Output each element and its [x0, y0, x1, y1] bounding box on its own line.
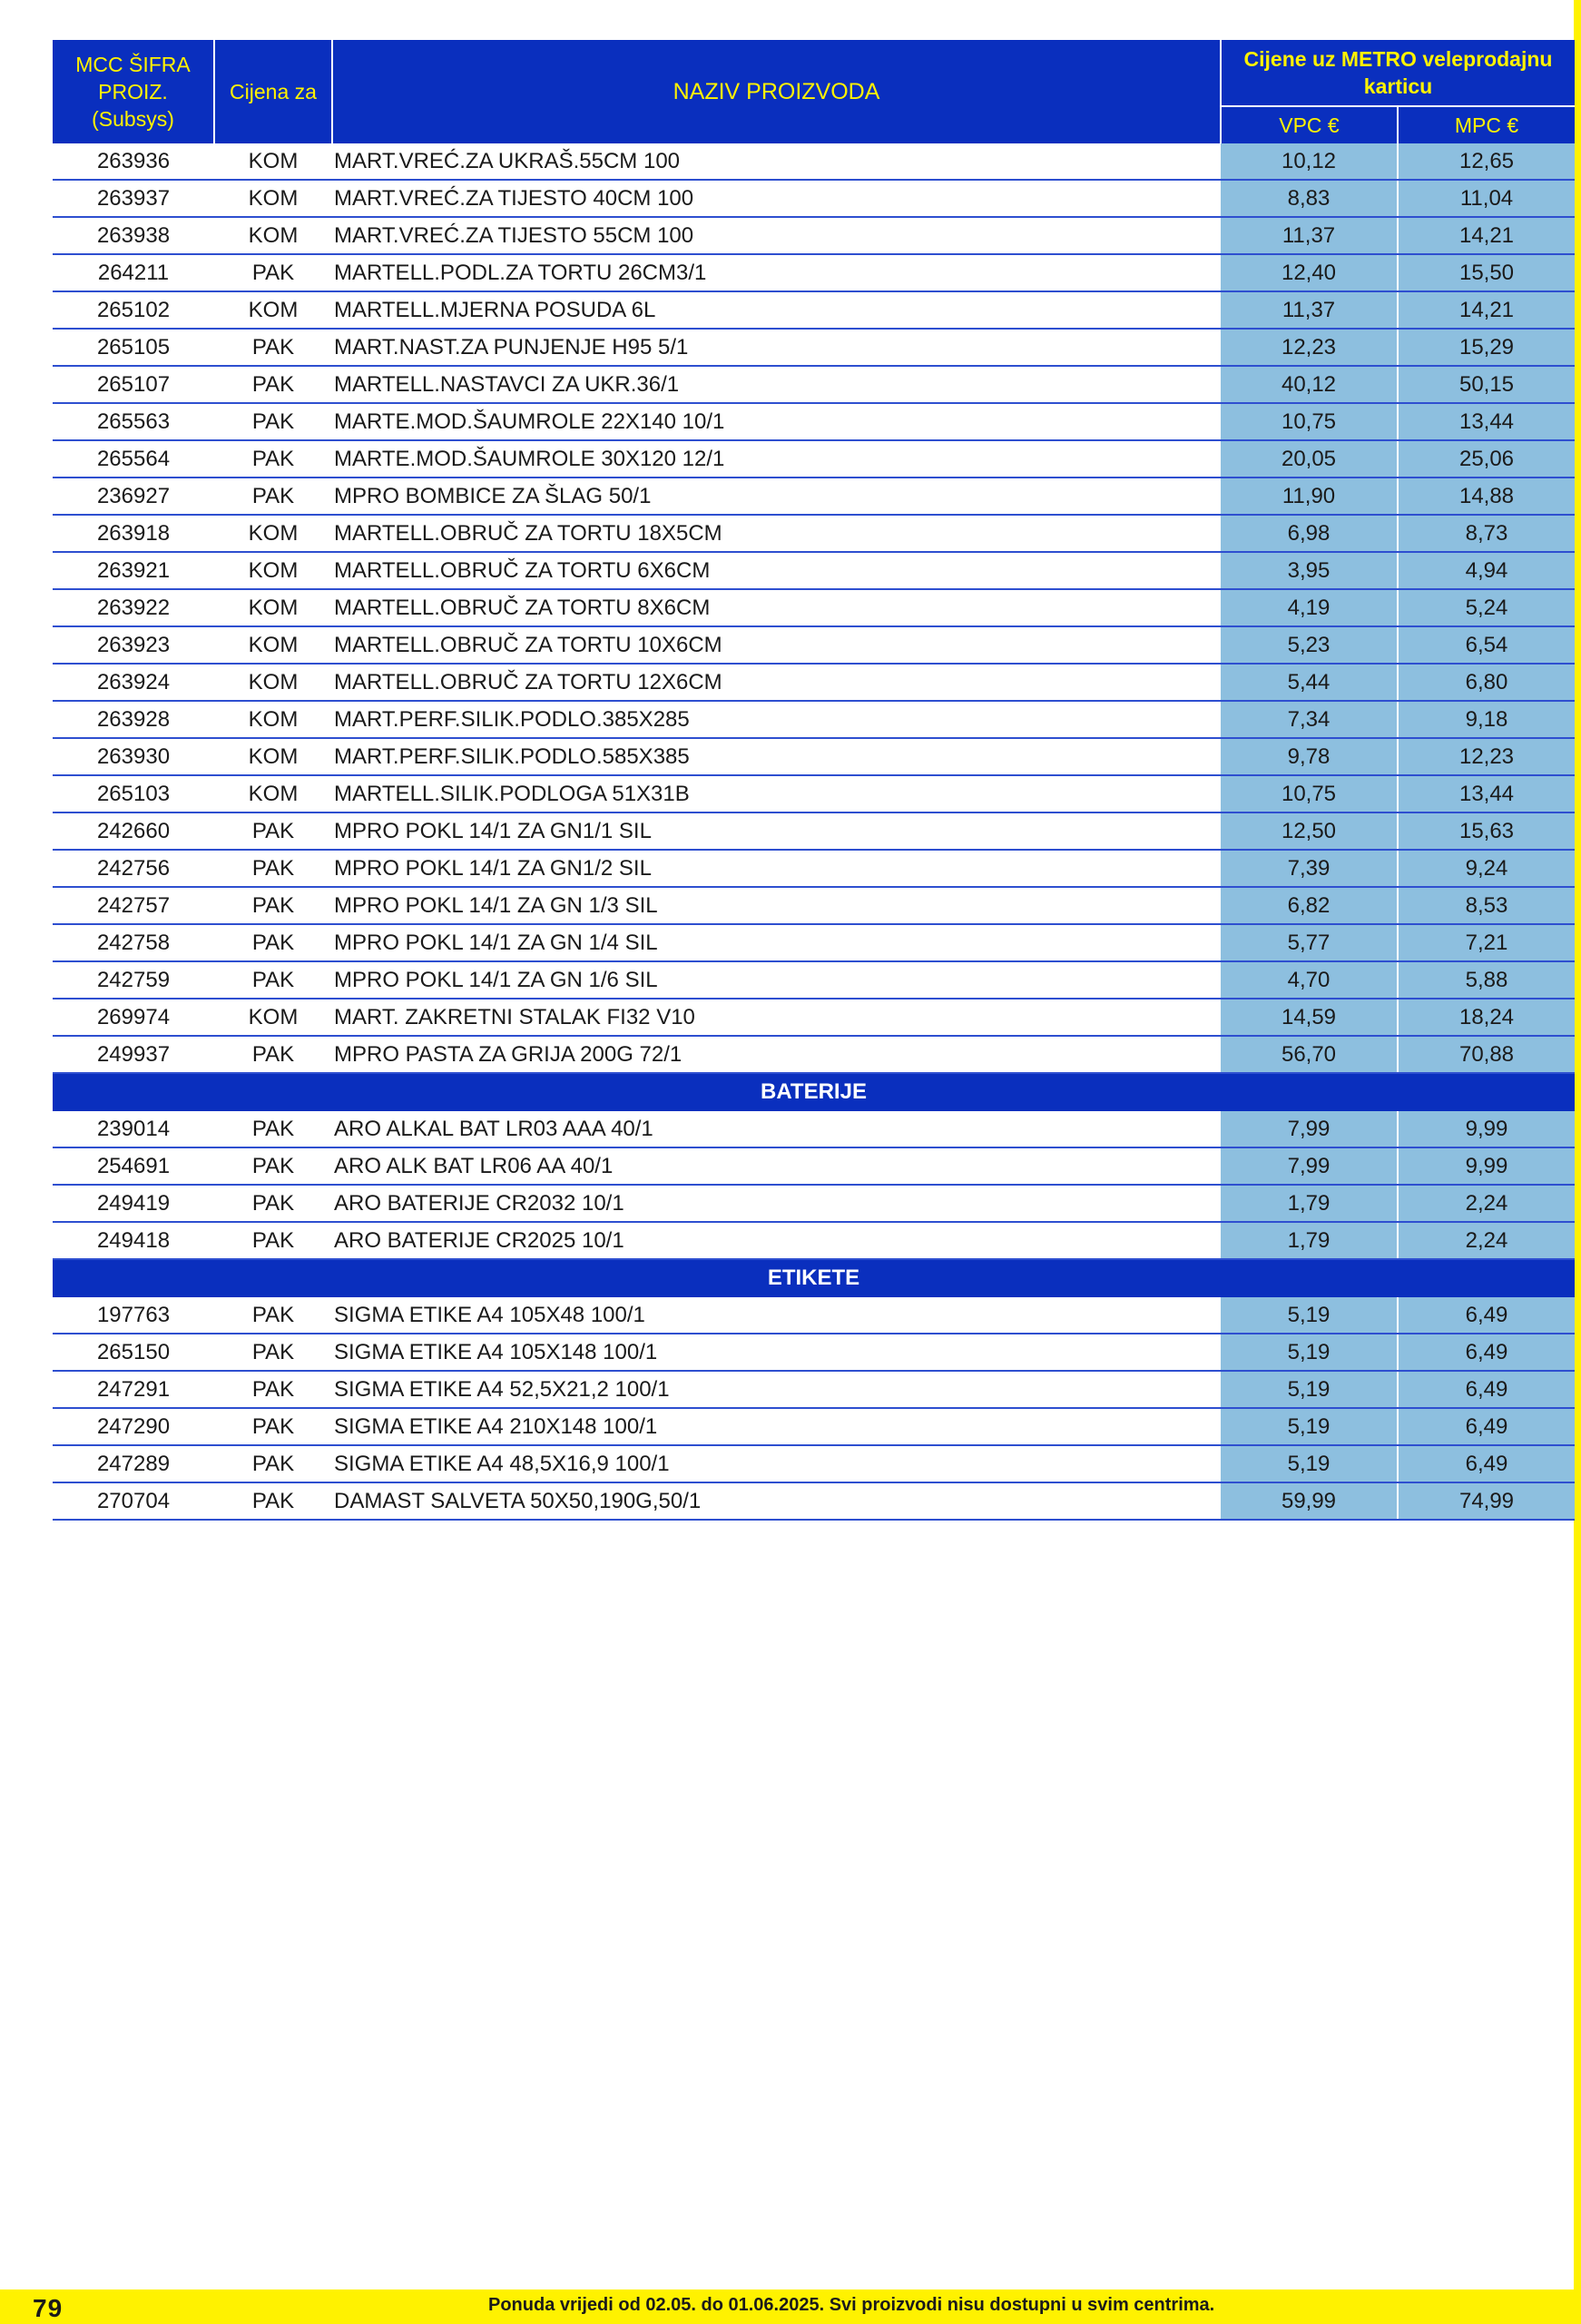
cell-name: MART.PERF.SILIK.PODLO.585X385: [332, 738, 1221, 775]
cell-code: 264211: [53, 254, 214, 291]
cell-mpc: 74,99: [1398, 1482, 1575, 1520]
cell-vpc: 7,99: [1221, 1110, 1398, 1147]
cell-mpc: 11,04: [1398, 180, 1575, 217]
cell-name: ARO ALKAL BAT LR03 AAA 40/1: [332, 1110, 1221, 1147]
cell-name: ARO ALK BAT LR06 AA 40/1: [332, 1147, 1221, 1185]
cell-code: 247290: [53, 1408, 214, 1445]
cell-name: MART.NAST.ZA PUNJENJE H95 5/1: [332, 329, 1221, 366]
cell-mpc: 14,88: [1398, 478, 1575, 515]
table-row: [53, 1222, 1575, 1259]
cell-code: 263938: [53, 217, 214, 254]
cell-unit: PAK: [214, 1445, 332, 1482]
table-row: [53, 664, 1575, 701]
cell-unit: KOM: [214, 626, 332, 664]
cell-name: MARTELL.PODL.ZA TORTU 26CM3/1: [332, 254, 1221, 291]
cell-unit: PAK: [214, 254, 332, 291]
cell-code: 265105: [53, 329, 214, 366]
column-header-unit: Cijena za: [214, 40, 332, 143]
table-row: [53, 1371, 1575, 1408]
table-row: [53, 440, 1575, 478]
cell-code: 263918: [53, 515, 214, 552]
cell-code: 239014: [53, 1110, 214, 1147]
cell-unit: PAK: [214, 1482, 332, 1520]
cell-mpc: 14,21: [1398, 217, 1575, 254]
cell-name: MART.VREĆ.ZA TIJESTO 55CM 100: [332, 217, 1221, 254]
cell-name: SIGMA ETIKE A4 52,5X21,2 100/1: [332, 1371, 1221, 1408]
cell-name: MARTE.MOD.ŠAUMROLE 30X120 12/1: [332, 440, 1221, 478]
cell-code: 242758: [53, 924, 214, 961]
cell-unit: PAK: [214, 1222, 332, 1259]
cell-vpc: 6,98: [1221, 515, 1398, 552]
cell-unit: KOM: [214, 291, 332, 329]
cell-code: 265103: [53, 775, 214, 812]
cell-vpc: 10,75: [1221, 775, 1398, 812]
column-header-code-sub-label: (Subsys): [92, 107, 174, 131]
cell-unit: PAK: [214, 478, 332, 515]
cell-vpc: 10,75: [1221, 403, 1398, 440]
cell-code: 249937: [53, 1036, 214, 1073]
section-header-row: [53, 1259, 1575, 1296]
column-header-mpc: MPC €: [1398, 106, 1575, 143]
table-row: [53, 1185, 1575, 1222]
cell-name: MPRO BOMBICE ZA ŠLAG 50/1: [332, 478, 1221, 515]
cell-name: MARTELL.MJERNA POSUDA 6L: [332, 291, 1221, 329]
cell-unit: KOM: [214, 589, 332, 626]
cell-code: 263928: [53, 701, 214, 738]
table-row: [53, 1334, 1575, 1371]
table-row: [53, 775, 1575, 812]
cell-vpc: 40,12: [1221, 366, 1398, 403]
cell-name: MPRO POKL 14/1 ZA GN1/2 SIL: [332, 850, 1221, 887]
cell-mpc: 9,24: [1398, 850, 1575, 887]
cell-name: SIGMA ETIKE A4 48,5X16,9 100/1: [332, 1445, 1221, 1482]
cell-code: 265150: [53, 1334, 214, 1371]
cell-mpc: 5,88: [1398, 961, 1575, 999]
cell-name: SIGMA ETIKE A4 210X148 100/1: [332, 1408, 1221, 1445]
cell-name: MARTELL.OBRUČ ZA TORTU 18X5CM: [332, 515, 1221, 552]
cell-name: DAMAST SALVETA 50X50,190G,50/1: [332, 1482, 1221, 1520]
cell-name: MART.VREĆ.ZA UKRAŠ.55CM 100: [332, 143, 1221, 180]
table-row: [53, 329, 1575, 366]
cell-unit: PAK: [214, 1408, 332, 1445]
table-row: [53, 180, 1575, 217]
cell-unit: PAK: [214, 1296, 332, 1334]
cell-vpc: 5,77: [1221, 924, 1398, 961]
cell-code: 263930: [53, 738, 214, 775]
cell-mpc: 25,06: [1398, 440, 1575, 478]
cell-code: 249419: [53, 1185, 214, 1222]
cell-unit: PAK: [214, 887, 332, 924]
cell-name: MART. ZAKRETNI STALAK FI32 V10: [332, 999, 1221, 1036]
table-row: [53, 999, 1575, 1036]
cell-code: 236927: [53, 478, 214, 515]
cell-mpc: 14,21: [1398, 291, 1575, 329]
cell-code: 265107: [53, 366, 214, 403]
cell-unit: PAK: [214, 924, 332, 961]
table-row: [53, 1036, 1575, 1073]
cell-vpc: 4,19: [1221, 589, 1398, 626]
table-row: [53, 1445, 1575, 1482]
cell-code: 263922: [53, 589, 214, 626]
cell-vpc: 5,19: [1221, 1408, 1398, 1445]
cell-code: 242660: [53, 812, 214, 850]
cell-unit: PAK: [214, 850, 332, 887]
cell-name: MARTELL.OBRUČ ZA TORTU 8X6CM: [332, 589, 1221, 626]
cell-name: MARTELL.SILIK.PODLOGA 51X31B: [332, 775, 1221, 812]
cell-mpc: 4,94: [1398, 552, 1575, 589]
cell-vpc: 3,95: [1221, 552, 1398, 589]
cell-unit: KOM: [214, 143, 332, 180]
cell-vpc: 5,19: [1221, 1371, 1398, 1408]
cell-unit: PAK: [214, 403, 332, 440]
table-row: [53, 850, 1575, 887]
cell-vpc: 5,19: [1221, 1296, 1398, 1334]
cell-code: 263937: [53, 180, 214, 217]
section-title: ETIKETE: [53, 1259, 1575, 1296]
cell-vpc: 10,12: [1221, 143, 1398, 180]
cell-code: 247289: [53, 1445, 214, 1482]
table-header: [53, 40, 1575, 143]
cell-unit: PAK: [214, 961, 332, 999]
cell-unit: PAK: [214, 440, 332, 478]
cell-mpc: 15,50: [1398, 254, 1575, 291]
table-row: [53, 887, 1575, 924]
cell-mpc: 15,63: [1398, 812, 1575, 850]
cell-code: 242756: [53, 850, 214, 887]
cell-code: 249418: [53, 1222, 214, 1259]
table-row: [53, 143, 1575, 180]
cell-vpc: 7,34: [1221, 701, 1398, 738]
footer-note: Ponuda vrijedi od 02.05. do 01.06.2025. Svi proizvodi nisu dostupni u svim centrima.: [488, 2295, 1215, 2315]
cell-vpc: 56,70: [1221, 1036, 1398, 1073]
cell-vpc: 8,83: [1221, 180, 1398, 217]
cell-code: 265564: [53, 440, 214, 478]
cell-vpc: 5,44: [1221, 664, 1398, 701]
cell-name: SIGMA ETIKE A4 105X48 100/1: [332, 1296, 1221, 1334]
table-row: [53, 366, 1575, 403]
cell-mpc: 13,44: [1398, 403, 1575, 440]
section-header-row: [53, 1073, 1575, 1110]
column-header-name: NAZIV PROIZVODA: [332, 40, 1221, 143]
cell-vpc: 7,99: [1221, 1147, 1398, 1185]
cell-name: MARTELL.OBRUČ ZA TORTU 12X6CM: [332, 664, 1221, 701]
cell-mpc: 12,65: [1398, 143, 1575, 180]
table-row: [53, 1296, 1575, 1334]
cell-code: 263936: [53, 143, 214, 180]
cell-vpc: 12,23: [1221, 329, 1398, 366]
cell-mpc: 8,73: [1398, 515, 1575, 552]
cell-vpc: 5,23: [1221, 626, 1398, 664]
cell-code: 197763: [53, 1296, 214, 1334]
cell-name: MART.VREĆ.ZA TIJESTO 40CM 100: [332, 180, 1221, 217]
price-table: [53, 40, 1575, 1521]
table-row: [53, 515, 1575, 552]
cell-mpc: 6,49: [1398, 1408, 1575, 1445]
cell-unit: KOM: [214, 775, 332, 812]
cell-vpc: 14,59: [1221, 999, 1398, 1036]
cell-code: 265563: [53, 403, 214, 440]
table-row: [53, 217, 1575, 254]
table-row: [53, 1408, 1575, 1445]
cell-unit: KOM: [214, 217, 332, 254]
cell-unit: KOM: [214, 999, 332, 1036]
cell-vpc: 12,50: [1221, 812, 1398, 850]
cell-code: 263923: [53, 626, 214, 664]
cell-name: MPRO PASTA ZA GRIJA 200G 72/1: [332, 1036, 1221, 1073]
table-row: [53, 589, 1575, 626]
cell-vpc: 9,78: [1221, 738, 1398, 775]
cell-vpc: 20,05: [1221, 440, 1398, 478]
column-header-code: [53, 40, 214, 143]
cell-vpc: 59,99: [1221, 1482, 1398, 1520]
table-row: [53, 291, 1575, 329]
cell-vpc: 6,82: [1221, 887, 1398, 924]
cell-unit: KOM: [214, 664, 332, 701]
column-header-code-label: MCC ŠIFRA PROIZ.: [75, 53, 191, 103]
cell-unit: PAK: [214, 1334, 332, 1371]
cell-mpc: 2,24: [1398, 1222, 1575, 1259]
cell-code: 270704: [53, 1482, 214, 1520]
cell-unit: PAK: [214, 329, 332, 366]
cell-vpc: 4,70: [1221, 961, 1398, 999]
cell-mpc: 13,44: [1398, 775, 1575, 812]
cell-vpc: 5,19: [1221, 1445, 1398, 1482]
column-header-price-group: Cijene uz METRO veleprodajnu karticu: [1221, 40, 1575, 106]
cell-unit: PAK: [214, 1371, 332, 1408]
cell-mpc: 2,24: [1398, 1185, 1575, 1222]
cell-name: SIGMA ETIKE A4 105X148 100/1: [332, 1334, 1221, 1371]
cell-name: MPRO POKL 14/1 ZA GN 1/4 SIL: [332, 924, 1221, 961]
cell-vpc: 1,79: [1221, 1222, 1398, 1259]
cell-name: MARTE.MOD.ŠAUMROLE 22X140 10/1: [332, 403, 1221, 440]
cell-name: MARTELL.OBRUČ ZA TORTU 6X6CM: [332, 552, 1221, 589]
table-row: [53, 478, 1575, 515]
cell-vpc: 11,37: [1221, 217, 1398, 254]
cell-code: 247291: [53, 1371, 214, 1408]
cell-mpc: 6,80: [1398, 664, 1575, 701]
table-row: [53, 738, 1575, 775]
cell-vpc: 7,39: [1221, 850, 1398, 887]
cell-mpc: 50,15: [1398, 366, 1575, 403]
cell-name: MPRO POKL 14/1 ZA GN 1/6 SIL: [332, 961, 1221, 999]
table-row: [53, 254, 1575, 291]
cell-mpc: 6,54: [1398, 626, 1575, 664]
section-title: BATERIJE: [53, 1073, 1575, 1110]
cell-code: 242759: [53, 961, 214, 999]
cell-unit: PAK: [214, 366, 332, 403]
cell-unit: KOM: [214, 552, 332, 589]
cell-vpc: 1,79: [1221, 1185, 1398, 1222]
cell-unit: PAK: [214, 1110, 332, 1147]
cell-mpc: 5,24: [1398, 589, 1575, 626]
table-row: [53, 403, 1575, 440]
table-row: [53, 701, 1575, 738]
cell-code: 263921: [53, 552, 214, 589]
cell-unit: KOM: [214, 180, 332, 217]
cell-name: MPRO POKL 14/1 ZA GN1/1 SIL: [332, 812, 1221, 850]
cell-unit: PAK: [214, 1147, 332, 1185]
table-row: [53, 626, 1575, 664]
cell-mpc: 12,23: [1398, 738, 1575, 775]
cell-mpc: 8,53: [1398, 887, 1575, 924]
cell-name: MPRO POKL 14/1 ZA GN 1/3 SIL: [332, 887, 1221, 924]
table-body: [53, 143, 1575, 1520]
page-frame-right: [1574, 0, 1581, 2324]
cell-name: MARTELL.OBRUČ ZA TORTU 10X6CM: [332, 626, 1221, 664]
cell-code: 254691: [53, 1147, 214, 1185]
cell-code: 265102: [53, 291, 214, 329]
cell-mpc: 18,24: [1398, 999, 1575, 1036]
table-row: [53, 1110, 1575, 1147]
cell-unit: KOM: [214, 515, 332, 552]
cell-unit: KOM: [214, 701, 332, 738]
cell-mpc: 7,21: [1398, 924, 1575, 961]
cell-mpc: 6,49: [1398, 1371, 1575, 1408]
table-row: [53, 961, 1575, 999]
table-row: [53, 1147, 1575, 1185]
cell-mpc: 6,49: [1398, 1296, 1575, 1334]
cell-unit: PAK: [214, 1185, 332, 1222]
cell-name: MARTELL.NASTAVCI ZA UKR.36/1: [332, 366, 1221, 403]
cell-name: MART.PERF.SILIK.PODLO.385X285: [332, 701, 1221, 738]
cell-code: 269974: [53, 999, 214, 1036]
table-row: [53, 552, 1575, 589]
table-row: [53, 924, 1575, 961]
cell-mpc: 9,99: [1398, 1147, 1575, 1185]
cell-vpc: 11,90: [1221, 478, 1398, 515]
cell-mpc: 70,88: [1398, 1036, 1575, 1073]
page-number: 79: [33, 2294, 64, 2322]
cell-code: 263924: [53, 664, 214, 701]
cell-unit: PAK: [214, 1036, 332, 1073]
table-row: [53, 1482, 1575, 1520]
cell-mpc: 6,49: [1398, 1334, 1575, 1371]
cell-unit: KOM: [214, 738, 332, 775]
cell-mpc: 6,49: [1398, 1445, 1575, 1482]
cell-mpc: 9,99: [1398, 1110, 1575, 1147]
cell-vpc: 5,19: [1221, 1334, 1398, 1371]
cell-unit: PAK: [214, 812, 332, 850]
cell-mpc: 15,29: [1398, 329, 1575, 366]
table-row: [53, 812, 1575, 850]
cell-name: ARO BATERIJE CR2025 10/1: [332, 1222, 1221, 1259]
cell-vpc: 11,37: [1221, 291, 1398, 329]
column-header-vpc: VPC €: [1221, 106, 1398, 143]
cell-code: 242757: [53, 887, 214, 924]
cell-name: ARO BATERIJE CR2032 10/1: [332, 1185, 1221, 1222]
cell-mpc: 9,18: [1398, 701, 1575, 738]
cell-vpc: 12,40: [1221, 254, 1398, 291]
